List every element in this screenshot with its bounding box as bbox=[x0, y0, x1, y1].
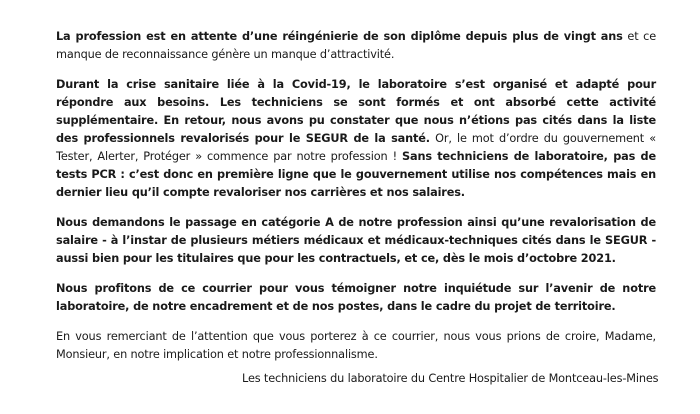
paragraph-concern: Nous profitons de ce courrier pour vous témoigner notre inquiétude sur l’avenir de notre laboratoire, de notre encadrement et de nos postes, dans le cadre du projet de territoire. bbox=[56, 282, 656, 313]
paragraph-closing: En vous remerciant de l’attention que vous porterez à ce courrier, nous vous prions de croire, Madame, Monsieur, en notre implication et notre professionnalisme. bbox=[56, 330, 656, 361]
paragraph-covid-normal: Or, le mot d’ordre du gouvernement « Tester, Alerter, Protéger » commence par notre profession ! bbox=[56, 132, 656, 163]
paragraph-diploma-normal: et ce manque de reconnaissance génère un manque d’attractivité. bbox=[56, 30, 657, 61]
letter-body bbox=[56, 28, 656, 376]
paragraph-covid-bold-2: Sans techniciens de laboratoire, pas de tests PCR : c’est donc en première ligne que le gouvernement utilise nos compétences mais en dernier lieu qu’il compte revaloriser nos carrières et nos salaires. bbox=[56, 150, 656, 199]
paragraph-demands: Nous demandons le passage en catégorie A de notre profession ainsi qu’une revalorisation de salaire - à l’instar de plusieurs métiers médicaux et médicaux-techniques cités dans le SEGUR - aussi bien pour les titulaires que pour les contractuels, et ce, dès le mois d’octobre 2021. bbox=[56, 216, 656, 265]
paragraph-diploma bbox=[56, 28, 656, 64]
signature-line: Les techniciens du laboratoire du Centre Hospitalier de Montceau-les-Mines bbox=[242, 372, 659, 385]
paragraph-covid bbox=[56, 76, 656, 202]
paragraph-covid-bold-1: Durant la crise sanitaire liée à la Covid-19, le laboratoire s’est organisé et adapté pour répondre aux besoins. Les techniciens se sont formés et ont absorbé cette activité supplémentaire. En retour, nous avons pu constater que nous n’étions pas cités dans la liste des professionnels revalorisés pour le SEGUR de la santé. bbox=[56, 78, 656, 145]
paragraph-diploma-bold: La profession est en attente d’une réingénierie de son diplôme depuis plus de vingt ans bbox=[56, 30, 623, 43]
